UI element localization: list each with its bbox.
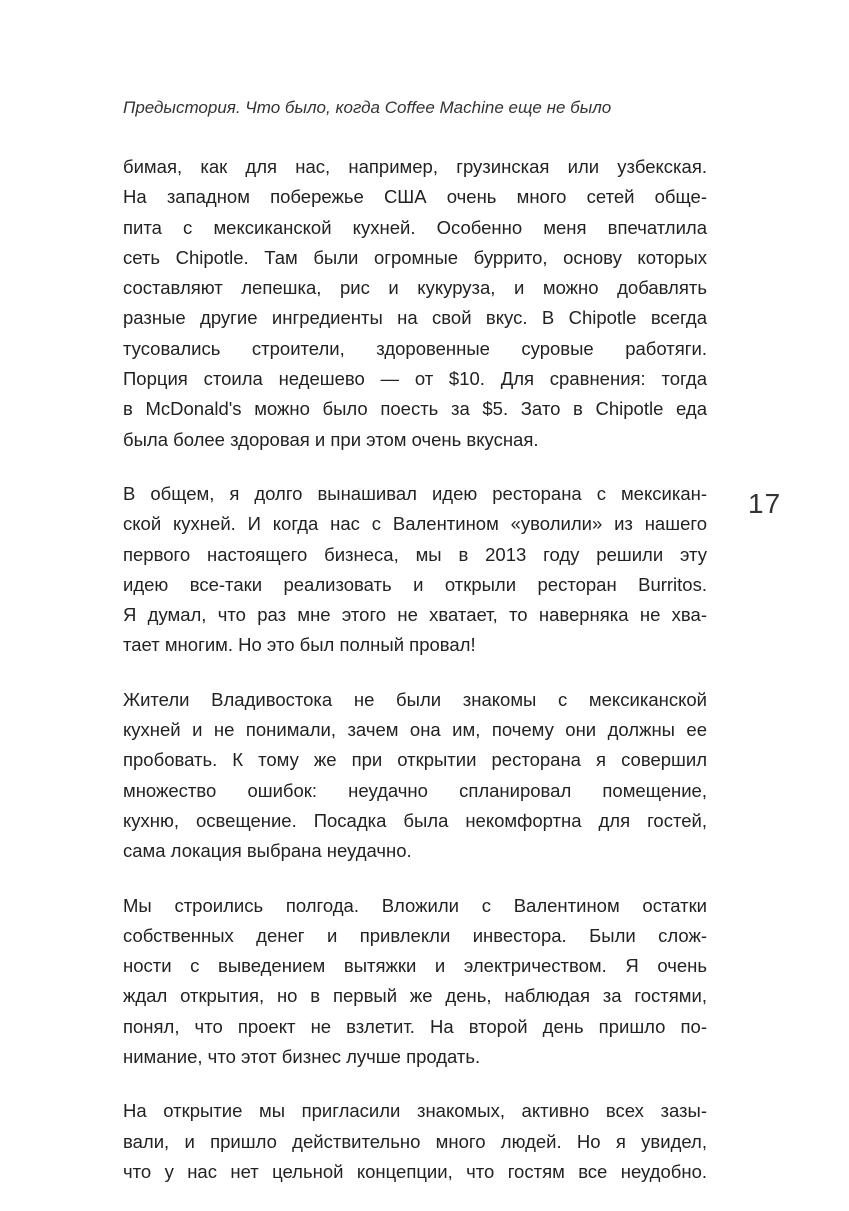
running-header: Предыстория. Что было, когда Coffee Machine еще не было xyxy=(123,98,612,117)
paragraph xyxy=(123,1096,707,1187)
text-line: Я думал, что раз мне этого не хватает, то наверняка не хва- xyxy=(123,604,707,626)
text-line: пробовать. К тому же при открытии ресторана я совершил xyxy=(123,749,707,771)
paragraph xyxy=(123,152,707,455)
body-text xyxy=(123,152,707,1211)
text-line: Мы строились полгода. Вложили с Валентином остатки xyxy=(123,894,707,916)
text-line: В общем, я долго вынашивал идею ресторана с мексикан- xyxy=(123,482,707,504)
text-line: Жители Владивостока не были знакомы с мексиканской xyxy=(123,688,707,710)
text-line: идею все-таки реализовать и открыли ресторан Burritos. xyxy=(123,573,707,595)
text-line: первого настоящего бизнеса, мы в 2013 году решили эту xyxy=(123,543,707,565)
text-line: множество ошибок: неудачно спланировал помещение, xyxy=(123,779,707,801)
text-line: собственных денег и привлекли инвестора. Были слож- xyxy=(123,924,707,946)
text-line: На открытие мы пригласили знакомых, активно всех зазы- xyxy=(123,1100,707,1122)
text-line: сама локация выбрана неудачно. xyxy=(123,840,412,862)
text-line: составляют лепешка, рис и кукуруза, и можно добавлять xyxy=(123,277,707,299)
text-line: что у нас нет цельной концепции, что гостям все неудобно. xyxy=(123,1160,707,1182)
text-line: кухней и не понимали, зачем она им, почему они должны ее xyxy=(123,719,707,741)
text-line: была более здоровая и при этом очень вкусная. xyxy=(123,428,539,450)
text-line: сеть Chipotle. Там были огромные буррито, основу которых xyxy=(123,246,707,268)
text-line: ждал открытия, но в первый же день, наблюдая за гостями, xyxy=(123,985,707,1007)
text-line: вали, и пришло действительно много людей. Но я увидел, xyxy=(123,1130,707,1152)
paragraph xyxy=(123,685,707,867)
text-line: ской кухней. И когда нас с Валентином «уволили» из нашего xyxy=(123,513,707,535)
paragraph xyxy=(123,891,707,1073)
text-line: нимание, что этот бизнес лучше продать. xyxy=(123,1046,481,1068)
text-line: бимая, как для нас, например, грузинская или узбекская. xyxy=(123,156,707,177)
text-line: тает многим. Но это был полный провал! xyxy=(123,634,476,656)
text-line: ности с выведением вытяжки и электричеством. Я очень xyxy=(123,955,707,977)
text-line: понял, что проект не взлетит. На второй день пришло по- xyxy=(123,1015,707,1037)
text-line: пита с мексиканской кухней. Особенно меня впечатлила xyxy=(123,216,707,238)
text-line: тусовались строители, здоровенные суровые работяги. xyxy=(123,337,707,359)
text-line: в McDonald's можно было поесть за $5. Зато в Chipotle еда xyxy=(123,398,707,420)
text-line: Порция стоила недешево — от $10. Для сравнения: тогда xyxy=(123,368,707,390)
paragraph xyxy=(123,479,707,661)
text-line: разные другие ингредиенты на свой вкус. В Chipotle всегда xyxy=(123,307,707,329)
text-line: На западном побережье США очень много сетей обще- xyxy=(123,186,707,208)
text-line: кухню, освещение. Посадка была некомфортна для гостей, xyxy=(123,809,707,831)
page-number: 17 xyxy=(748,488,782,519)
